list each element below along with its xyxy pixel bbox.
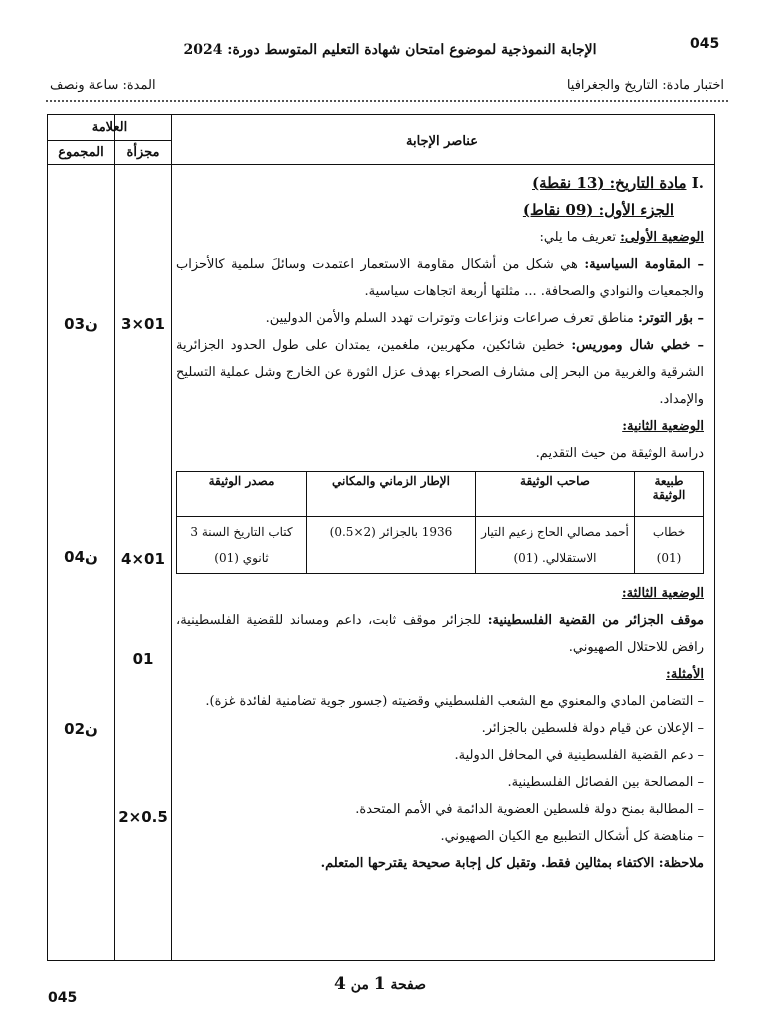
list-item: – مناهضة كل أشكال التطبيع مع الكيان الصهيوني. — [440, 829, 704, 844]
definition-term: – بؤر التوتر: — [638, 311, 704, 326]
exam-subject: اختبار مادة: التاريخ والجغرافيا — [566, 78, 724, 93]
table-cell: خطاب (01) — [635, 517, 704, 574]
page-total: 4 — [334, 974, 346, 994]
mark-total-situation-3: 02ن — [64, 720, 98, 738]
list-item: – المطالبة بمنح دولة فلسطين العضوية الدائمة في الأمم المتحدة. — [355, 802, 704, 817]
table-cell: أحمد مصالي الحاج زعيم التيار الاستقلالي. (01) — [476, 517, 635, 574]
definition-term: – المقاومة السياسية: — [584, 257, 704, 272]
page-current: 1 — [373, 974, 386, 994]
situation-1-title: الوضعية الأولى: — [620, 230, 704, 245]
page-number — [300, 974, 460, 994]
mark-total-situation-1: 03ن — [64, 315, 98, 333]
examples-title: الأمثلة: — [666, 667, 704, 682]
section-heading — [176, 170, 704, 197]
mark-partial-examples: 2×0.5 — [118, 808, 168, 826]
situation-3-title: الوضعية الثالثة: — [621, 586, 704, 601]
table-cell: 1936 بالجزائر (2×0.5) — [307, 517, 476, 574]
definition-hotspots — [176, 305, 704, 332]
situation-1-title-line — [176, 224, 704, 251]
situation-1-intro: تعريف ما يلي: — [539, 230, 616, 245]
document-study-table — [176, 471, 704, 574]
table-header-cell: طبيعة الوثيقة — [635, 472, 704, 517]
table-row — [177, 517, 704, 574]
definition-term: – خطي شال وموريس: — [571, 338, 704, 353]
table-cell: كتاب التاريخ السنة 3 ثانوي (01) — [177, 517, 307, 574]
algeria-position — [176, 607, 704, 661]
exam-duration: المدة: ساعة ونصف — [50, 78, 156, 93]
header-row-divider — [47, 164, 714, 165]
table-header-cell: صاحب الوثيقة — [476, 472, 635, 517]
position-text: للجزائر موقف ثابت، داعم ومساند للقضية الفلسطينية، رافض للاحتلال الصهيوني. — [176, 613, 704, 655]
part-heading: الجزء الأول: (09 نقاط) — [522, 201, 674, 219]
table-header-cell: مصدر الوثيقة — [177, 472, 307, 517]
table-header-cell: الإطار الزماني والمكاني — [307, 472, 476, 517]
situation-2-intro: دراسة الوثيقة من حيث التقديم. — [535, 446, 704, 461]
mark-partial-situation-1: 3×01 — [121, 315, 165, 333]
answer-elements-header: عناصر الإجابة — [406, 134, 478, 149]
definition-political-resistance — [176, 251, 704, 305]
section-number: .I — [691, 174, 704, 192]
mark-total-situation-2: 04ن — [64, 548, 98, 566]
column-divider-partial — [171, 114, 172, 960]
mark-partial-position: 01 — [132, 650, 154, 668]
definition-challe-morice-lines — [176, 332, 704, 413]
answer-content — [176, 170, 704, 877]
definition-text: هي شكل من أشكال مقاومة الاستعمار اعتمدت وسائلَ سلمية كالأحزاب والجمعيات والنوادي والصحافة. ... مثلتها أربعة اتجاهات سياسية. — [176, 257, 704, 299]
page-prefix: صفحة — [390, 977, 426, 993]
page-title: الإجابة النموذجية لموضوع امتحان شهادة التعليم المتوسط دورة: 2024 — [183, 42, 597, 58]
note: ملاحظة: الاكتفاء بمثالين فقط. وتقبل كل إجابة صحيحة يقترحها المتعلم. — [320, 856, 704, 871]
column-divider-total — [114, 114, 115, 960]
mark-header-divider — [47, 140, 172, 141]
table-header-row — [177, 472, 704, 517]
exam-code-top: 045 — [690, 36, 720, 52]
definition-text: خطين شائكين، مكهربين، ملغمين، يمتدان على طول الحدود الجزائرية الشرقية والغربية من البحر إلى مشارف الصحراء بهدف عزل الثورة عن الخارج وشل عملية التسليح والإمداد. — [176, 338, 704, 407]
partial-header: مجزأة — [126, 145, 160, 160]
list-item: – دعم القضية الفلسطينية في المحافل الدولية. — [454, 748, 704, 763]
page-of: من — [350, 977, 369, 993]
list-item: – التضامن المادي والمعنوي مع الشعب الفلسطيني وقضيته (جسور جوية تضامنية لفائدة غزة). — [205, 694, 704, 709]
mark-header: العلامة — [91, 120, 128, 135]
mark-partial-situation-2: 4×01 — [121, 550, 165, 568]
definition-text: مناطق تعرف صراعات ونزاعات وتوترات تهدد السلم والأمن الدوليين. — [265, 311, 634, 326]
list-item: – المصالحة بين الفصائل الفلسطينية. — [507, 775, 704, 790]
section-title: مادة التاريخ: (13 نقطة) — [532, 174, 687, 192]
situation-2-title: الوضعية الثانية: — [622, 419, 704, 434]
header-divider — [46, 100, 728, 102]
list-item: – الإعلان عن قيام دولة فلسطين بالجزائر. — [481, 721, 704, 736]
total-header: المجموع — [58, 145, 104, 160]
exam-code-bottom: 045 — [48, 990, 78, 1006]
position-term: موقف الجزائر من القضية الفلسطينية: — [487, 613, 704, 628]
